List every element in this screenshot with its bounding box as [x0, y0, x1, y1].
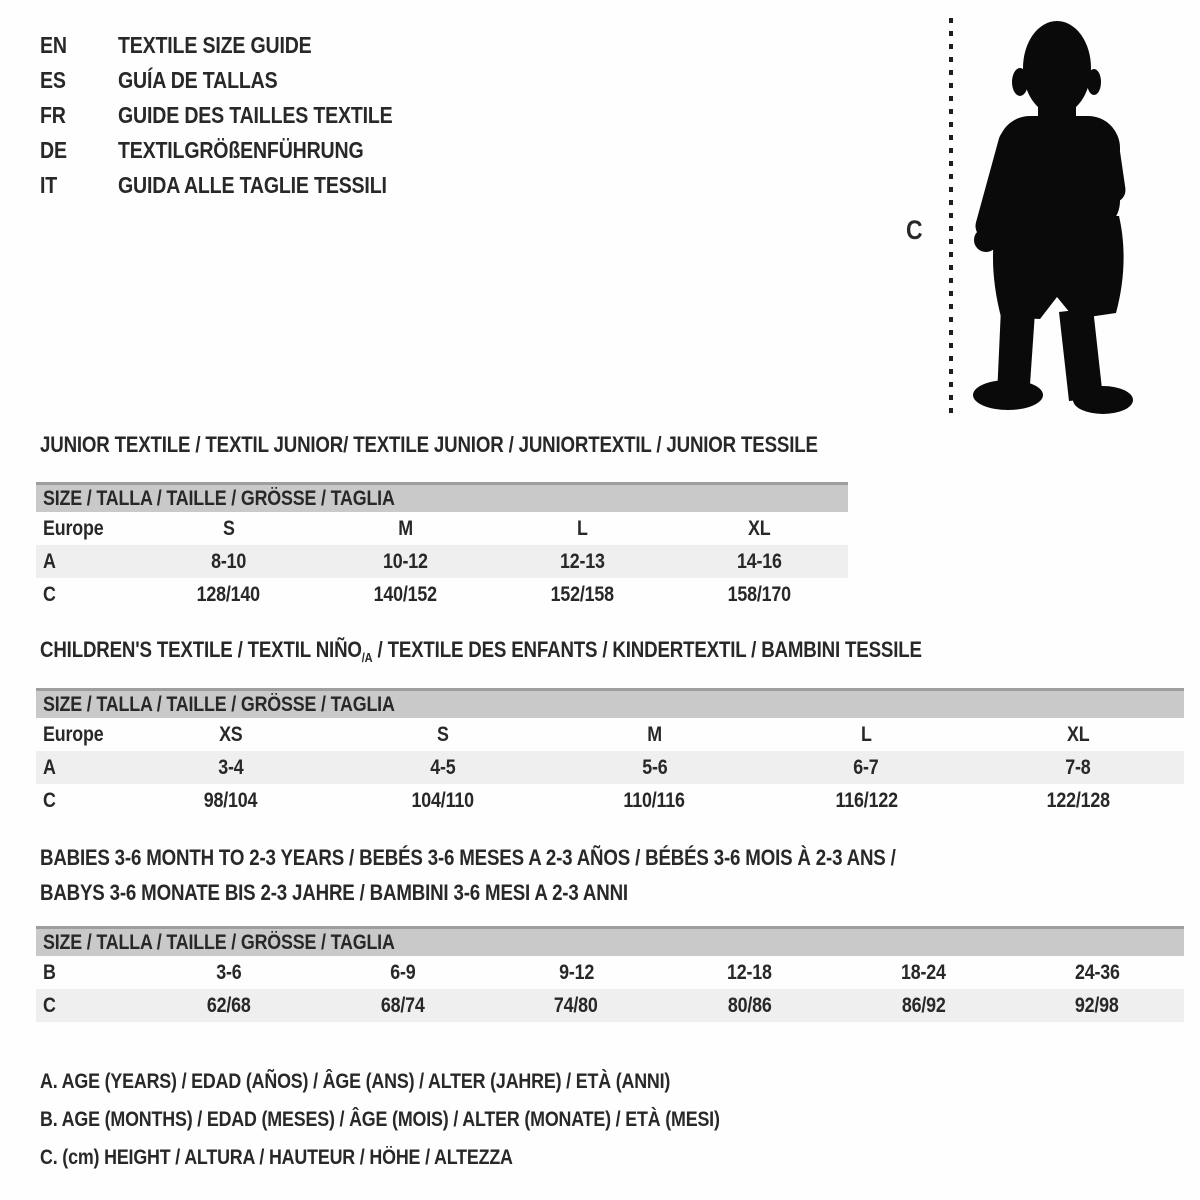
age-value: 12-13	[560, 550, 605, 573]
height-value: 80/86	[727, 994, 772, 1017]
height-cell	[125, 784, 337, 817]
babies-heading-line2	[40, 875, 1047, 910]
toddler-silhouette	[968, 18, 1140, 420]
months-cell	[142, 956, 316, 989]
children-heading-subscript: /A	[361, 650, 373, 665]
height-value: 122/128	[1046, 789, 1110, 812]
guide-title-text: GUIDE DES TAILLES TEXTILE	[118, 102, 393, 128]
junior-section-heading-text: JUNIOR TEXTILE / TEXTIL JUNIOR/ TEXTILE JUNIOR / JUNIORTEXTIL / JUNIOR TESSILE	[40, 432, 818, 457]
language-code-text: ES	[40, 67, 66, 93]
size-value: XS	[219, 723, 243, 746]
age-cell	[760, 751, 972, 784]
height-value: 86/92	[901, 994, 946, 1017]
size-cell	[549, 718, 761, 751]
junior-row-height	[36, 578, 848, 611]
size-cell	[317, 512, 494, 545]
guide-title-text: TEXTILE SIZE GUIDE	[118, 32, 312, 58]
babies-section-heading	[40, 840, 1047, 910]
age-cell	[337, 751, 549, 784]
height-measure-label	[906, 214, 925, 246]
row-label: Europe	[43, 517, 104, 540]
children-size-table	[36, 688, 1184, 817]
row-label: C	[43, 994, 56, 1017]
guide-title	[118, 168, 434, 203]
height-cell	[760, 784, 972, 817]
height-value: 140/152	[373, 583, 438, 606]
babies-size-table	[36, 926, 1184, 1022]
legend-height-cm	[40, 1139, 840, 1177]
age-value: 7-8	[1065, 756, 1091, 779]
language-row-es	[40, 63, 441, 98]
legend-height-cm-text: C. (cm) HEIGHT / ALTURA / HAUTEUR / HÖHE / ALTEZZA	[40, 1146, 513, 1169]
height-measure-label-text: C	[906, 215, 923, 245]
babies-heading-line2-text: BABYS 3-6 MONATE BIS 2-3 JAHRE / BAMBINI 3-6 MESI A 2-3 ANNI	[40, 880, 628, 905]
size-value: S	[436, 723, 449, 746]
months-cell	[663, 956, 837, 989]
age-cell	[317, 545, 494, 578]
children-row-height	[36, 784, 1184, 817]
legend-age-months	[40, 1101, 840, 1139]
row-label-cell	[36, 718, 125, 751]
age-cell	[494, 545, 671, 578]
legend-age-months-text: B. AGE (MONTHS) / EDAD (MESES) / ÂGE (MOIS) / ALTER (MONATE) / ETÀ (MESI)	[40, 1108, 720, 1131]
height-value: 68/74	[380, 994, 425, 1017]
months-value: 12-18	[727, 961, 773, 984]
row-label: Europe	[43, 723, 104, 746]
babies-heading-line1-text: BABIES 3-6 MONTH TO 2-3 YEARS / BEBÉS 3-6 MESES A 2-3 AÑOS / BÉBÉS 3-6 MOIS À 2-3 ANS /	[40, 845, 896, 870]
children-size-header-bar	[36, 688, 1184, 718]
size-cell	[760, 718, 972, 751]
guide-title-text: GUIDA ALLE TAGLIE TESSILI	[118, 172, 387, 198]
row-label: C	[43, 583, 56, 606]
children-row-age	[36, 751, 1184, 784]
months-value: 24-36	[1074, 961, 1120, 984]
language-code	[40, 28, 118, 63]
guide-title-text: TEXTILGRÖßENFÜHRUNG	[118, 137, 364, 163]
height-cell	[140, 578, 317, 611]
age-cell	[549, 751, 761, 784]
months-value: 9-12	[558, 961, 594, 984]
babies-size-header-bar	[36, 926, 1184, 956]
size-header-label: SIZE / TALLA / TAILLE / GRÖSSE / TAGLIA	[43, 931, 395, 954]
age-value: 5-6	[641, 756, 668, 779]
size-value: XL	[748, 517, 771, 540]
age-value: 14-16	[737, 550, 782, 573]
age-cell	[140, 545, 317, 578]
height-value: 98/104	[204, 789, 258, 812]
size-value: M	[647, 723, 662, 746]
height-cell	[837, 989, 1011, 1022]
language-code-text: EN	[40, 32, 67, 58]
height-value: 128/140	[196, 583, 261, 606]
height-cell	[316, 989, 490, 1022]
height-cell	[549, 784, 761, 817]
months-value: 3-6	[216, 961, 242, 984]
row-label-cell	[36, 545, 140, 578]
months-cell	[1010, 956, 1184, 989]
age-value: 8-10	[210, 550, 247, 573]
language-row-fr	[40, 98, 441, 133]
age-cell	[972, 751, 1184, 784]
row-label: A	[43, 550, 56, 573]
age-value: 4-5	[430, 756, 456, 779]
legend-age-years-text: A. AGE (YEARS) / EDAD (AÑOS) / ÂGE (ANS) / ALTER (JAHRE) / ETÀ (ANNI)	[40, 1070, 671, 1093]
height-cell	[142, 989, 316, 1022]
children-section-heading	[40, 635, 1077, 668]
size-cell	[337, 718, 549, 751]
height-value: 92/98	[1075, 994, 1120, 1017]
size-cell	[494, 512, 671, 545]
children-row-europe	[36, 718, 1184, 751]
junior-section-heading	[40, 430, 955, 460]
height-cell	[337, 784, 549, 817]
months-cell	[837, 956, 1011, 989]
language-code	[40, 168, 118, 203]
size-value: M	[398, 517, 413, 540]
height-value: 74/80	[554, 994, 599, 1017]
age-value: 6-7	[853, 756, 879, 779]
guide-title	[118, 63, 306, 98]
children-heading-part1: CHILDREN'S TEXTILE / TEXTIL NIÑO	[40, 637, 362, 662]
height-cell	[489, 989, 663, 1022]
size-header-label: SIZE / TALLA / TAILLE / GRÖSSE / TAGLIA	[43, 693, 395, 716]
junior-row-age	[36, 545, 848, 578]
size-cell	[140, 512, 317, 545]
size-value: L	[860, 723, 872, 746]
babies-row-height	[36, 989, 1184, 1022]
age-value: 3-4	[218, 756, 244, 779]
row-label: A	[43, 756, 56, 779]
guide-title	[118, 133, 407, 168]
measurement-legend	[40, 1063, 840, 1177]
height-value: 110/116	[623, 789, 686, 812]
months-cell	[489, 956, 663, 989]
height-cell	[663, 989, 837, 1022]
language-row-de	[40, 133, 441, 168]
months-value: 6-9	[389, 961, 416, 984]
height-cell	[1010, 989, 1184, 1022]
row-label-cell	[36, 989, 142, 1022]
row-label: C	[43, 789, 56, 812]
height-value: 152/158	[550, 583, 615, 606]
children-heading-part2: / TEXTILE DES ENFANTS / KINDERTEXTIL / BAMBINI TESSILE	[372, 637, 922, 662]
guide-title-text: GUÍA DE TALLAS	[118, 67, 278, 93]
height-cell	[494, 578, 671, 611]
size-value: XL	[1066, 723, 1090, 746]
guide-title	[118, 28, 346, 63]
size-value: S	[222, 517, 235, 540]
language-row-en	[40, 28, 441, 63]
language-code	[40, 63, 118, 98]
guide-title	[118, 98, 441, 133]
language-code-text: DE	[40, 137, 67, 163]
language-code	[40, 133, 118, 168]
age-cell	[671, 545, 848, 578]
row-label-cell	[36, 578, 140, 611]
size-value: L	[577, 517, 588, 540]
height-value: 116/122	[835, 789, 898, 812]
height-cell	[671, 578, 848, 611]
months-value: 18-24	[901, 961, 946, 984]
size-cell	[671, 512, 848, 545]
junior-size-header-bar	[36, 482, 848, 512]
age-cell	[125, 751, 337, 784]
height-cell	[972, 784, 1184, 817]
language-title-list	[40, 28, 441, 203]
row-label-cell	[36, 784, 125, 817]
language-code	[40, 98, 118, 133]
language-code-text: FR	[40, 102, 66, 128]
height-measure-dashed-line	[949, 18, 953, 416]
size-header-label: SIZE / TALLA / TAILLE / GRÖSSE / TAGLIA	[43, 487, 395, 510]
height-cell	[317, 578, 494, 611]
row-label-cell	[36, 512, 140, 545]
language-row-it	[40, 168, 441, 203]
children-section-heading-text	[40, 635, 922, 668]
babies-heading-line1	[40, 840, 1047, 875]
junior-row-europe	[36, 512, 848, 545]
height-value: 62/68	[206, 994, 251, 1017]
height-value: 104/110	[411, 789, 474, 812]
row-label-cell	[36, 751, 125, 784]
row-label: B	[43, 961, 56, 984]
language-code-text: IT	[40, 172, 58, 198]
age-value: 10-12	[383, 550, 428, 573]
size-cell	[972, 718, 1184, 751]
height-value: 158/170	[727, 583, 792, 606]
legend-age-years	[40, 1063, 840, 1101]
junior-size-table	[36, 482, 848, 611]
months-cell	[316, 956, 490, 989]
size-cell	[125, 718, 337, 751]
row-label-cell	[36, 956, 142, 989]
babies-row-months	[36, 956, 1184, 989]
